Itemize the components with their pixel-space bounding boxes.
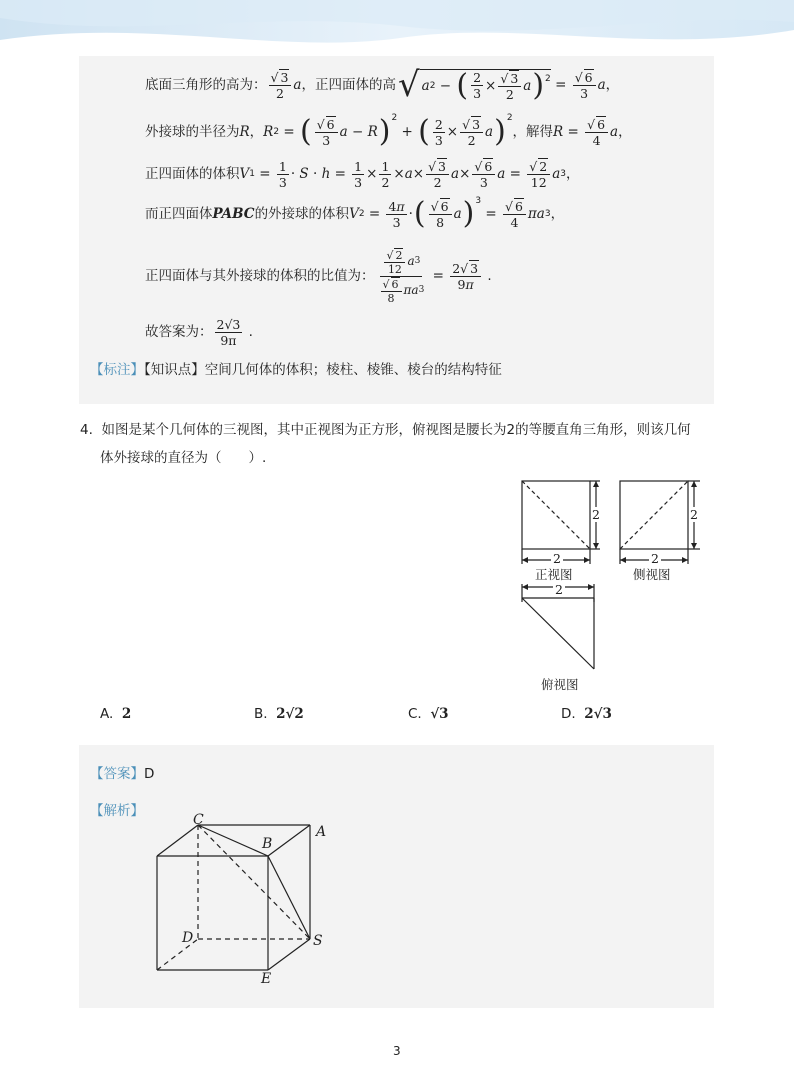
cube-diagram xyxy=(150,815,340,990)
top-view-width-label: 2 xyxy=(555,582,563,597)
cube-label-b: B xyxy=(262,836,273,852)
header-wave-decoration xyxy=(0,0,794,56)
analysis-heading: 【解析】 xyxy=(90,803,144,819)
three-view-figure xyxy=(510,474,710,699)
solution-line-4: 而正四面体 PABC 的外接球的体积 V 2 = $\frac{4\pi}{3}$ · ( $\frac{√ 6}{8}$ a ) $^3$ = $\frac{√ 6}{4}$ πa 3 ， xyxy=(145,196,565,231)
solution-line-1: 底面三角形的高为： $\frac{√ 3}{2}$ a ，正四面体的高 √ a 2 − ( $\frac{2}{3}$ × $\frac{√ 3}{2}$ a ) $^2$ = $\frac{√ 6}{3}$ a ， xyxy=(145,65,620,105)
solution-line-3: 正四面体的体积 V 1 = $\frac{1}{3}$ · S · h = $\frac{1}{3}$ × $\frac{1}{2}$ × a × $\frac{√ 3}{2}$ a × $\frac{√ 6}{3}$ a = $\frac{√ 2}{12}$ a 3 ， xyxy=(145,158,580,190)
solution-line-2: 外接球的半径为 R ， R 2 = ( $\frac{√ 6}{3}$ a − R ) $^2$ + ( $\frac{2}{3}$ × $\frac{√ 3}{2}$ a ) $^2$ ，解得 R = $\frac{√ 6}{4}$ a ， xyxy=(145,113,632,149)
side-view-width-label: 2 xyxy=(651,551,659,566)
choice-d[interactable]: D. 2√3 xyxy=(561,706,612,722)
choice-b[interactable]: B. 2√2 xyxy=(254,706,304,722)
cube-label-d: D xyxy=(182,930,194,946)
question-4-text-line-1: 4. 如图是某个几何体的三视图，其中正视图为正方形，俯视图是腰长为2的等腰直角三角形，则该几何 xyxy=(80,422,691,438)
answer-line: 【答案】D xyxy=(90,766,155,782)
question-4-text-line-2: 体外接球的直径为（ ）. xyxy=(100,450,267,466)
cube-label-s: S xyxy=(313,933,323,949)
solution-answer-line: 故答案为： $\frac{2√3}{9\pi}$ . xyxy=(145,316,253,348)
cube-label-e: E xyxy=(261,971,272,987)
front-view-width-label: 2 xyxy=(553,551,561,566)
solution-line-5: 正四面体与其外接球的体积的比值为： $\frac{√ 2}{12}$ a 3 $\frac{√ 6}{8}$ πa 3 = $\frac{2√ 3}{9\pi}$ . xyxy=(145,248,492,305)
front-view-height-label: 2 xyxy=(592,507,600,522)
side-view-height-label: 2 xyxy=(690,507,698,522)
front-view-caption: 正视图 xyxy=(535,567,573,582)
knowledge-note: 【标注】【知识点】空间几何体的体积；棱柱、棱锥、棱台的结构特征 xyxy=(90,362,502,378)
side-view-caption: 侧视图 xyxy=(633,567,671,582)
cube-label-a: A xyxy=(316,824,327,840)
cube-label-c: C xyxy=(193,812,204,828)
choice-a[interactable]: A. 2 xyxy=(100,706,132,722)
choice-c[interactable]: C. √3 xyxy=(408,706,449,722)
page-number: 3 xyxy=(393,1044,401,1058)
top-view-caption: 俯视图 xyxy=(541,677,579,692)
answer-tag: 【答案】 xyxy=(90,766,144,782)
note-tag: 【标注】 xyxy=(90,362,144,378)
